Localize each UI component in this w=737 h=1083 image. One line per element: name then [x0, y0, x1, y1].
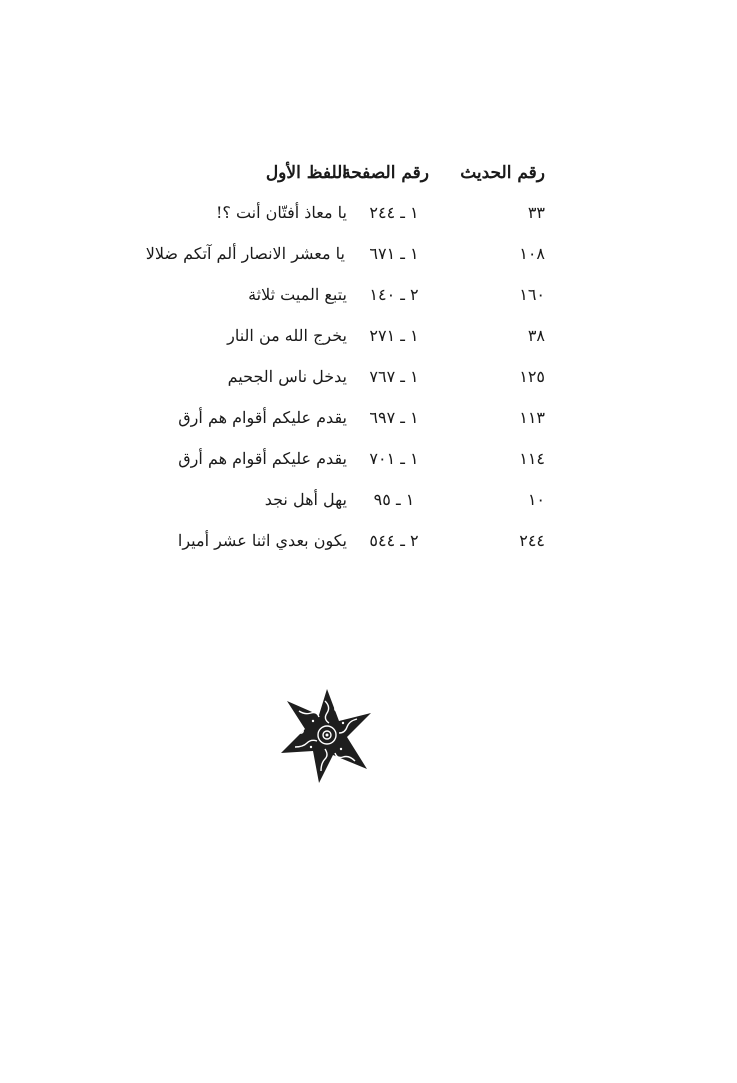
page-reference: ١ ـ ٢٤٤	[369, 203, 419, 222]
hadith-number: ١٢٥	[519, 367, 545, 386]
page-reference: ١ ـ ٦٩٧	[369, 408, 419, 427]
header-first-phrase: اللفظ الأول	[265, 163, 347, 183]
first-phrase: يقدم عليكم أقوام هم أرق	[178, 408, 347, 427]
table-header	[0, 160, 737, 186]
table-row	[0, 323, 737, 349]
floral-star-ornament-icon	[275, 685, 380, 785]
first-phrase: يخرج الله من النار	[227, 326, 347, 345]
table-row	[0, 446, 737, 472]
first-phrase: يكون بعدي اثنا عشر أميرا	[177, 531, 347, 550]
page-reference: ١ ـ ٩٥	[373, 490, 415, 509]
table-row	[0, 528, 737, 554]
hadith-number: ١٦٠	[519, 285, 545, 304]
table-row	[0, 487, 737, 513]
hadith-number: ١٠	[527, 490, 545, 509]
page-reference: ١ ـ ٧٠١	[369, 449, 419, 468]
first-phrase: يا معاذ أفتّان أنت ؟!	[215, 203, 347, 222]
first-phrase: يدخل ناس الجحيم	[227, 367, 347, 386]
hadith-number: ١١٣	[519, 408, 545, 427]
hadith-number: ٣٣	[527, 203, 545, 222]
page-reference: ٢ ـ ١٤٠	[369, 285, 419, 304]
page-reference: ١ ـ ٢٧١	[369, 326, 419, 345]
page-reference: ١ ـ ٧٦٧	[369, 367, 419, 386]
first-phrase: يقدم عليكم أقوام هم أرق	[178, 449, 347, 468]
hadith-index-table	[0, 160, 737, 569]
first-phrase: يهل أهل نجد	[264, 490, 347, 509]
hadith-number: ٢٤٤	[519, 531, 545, 550]
hadith-number: ٣٨	[527, 326, 545, 345]
header-hadith-number: رقم الحديث	[460, 163, 545, 183]
table-row	[0, 282, 737, 308]
table-row	[0, 200, 737, 226]
table-row	[0, 241, 737, 267]
table-row	[0, 364, 737, 390]
header-page-number: رقم الصفحة	[342, 163, 429, 183]
page-reference: ٢ ـ ٥٤٤	[369, 531, 419, 550]
table-row	[0, 405, 737, 431]
hadith-number: ١١٤	[519, 449, 545, 468]
page-reference: ١ ـ ٦٧١	[369, 244, 419, 263]
first-phrase: يا معشر الانصار ألم آتكم ضلالا	[145, 244, 345, 263]
hadith-number: ١٠٨	[519, 244, 545, 263]
first-phrase: يتبع الميت ثلاثة	[248, 285, 347, 304]
